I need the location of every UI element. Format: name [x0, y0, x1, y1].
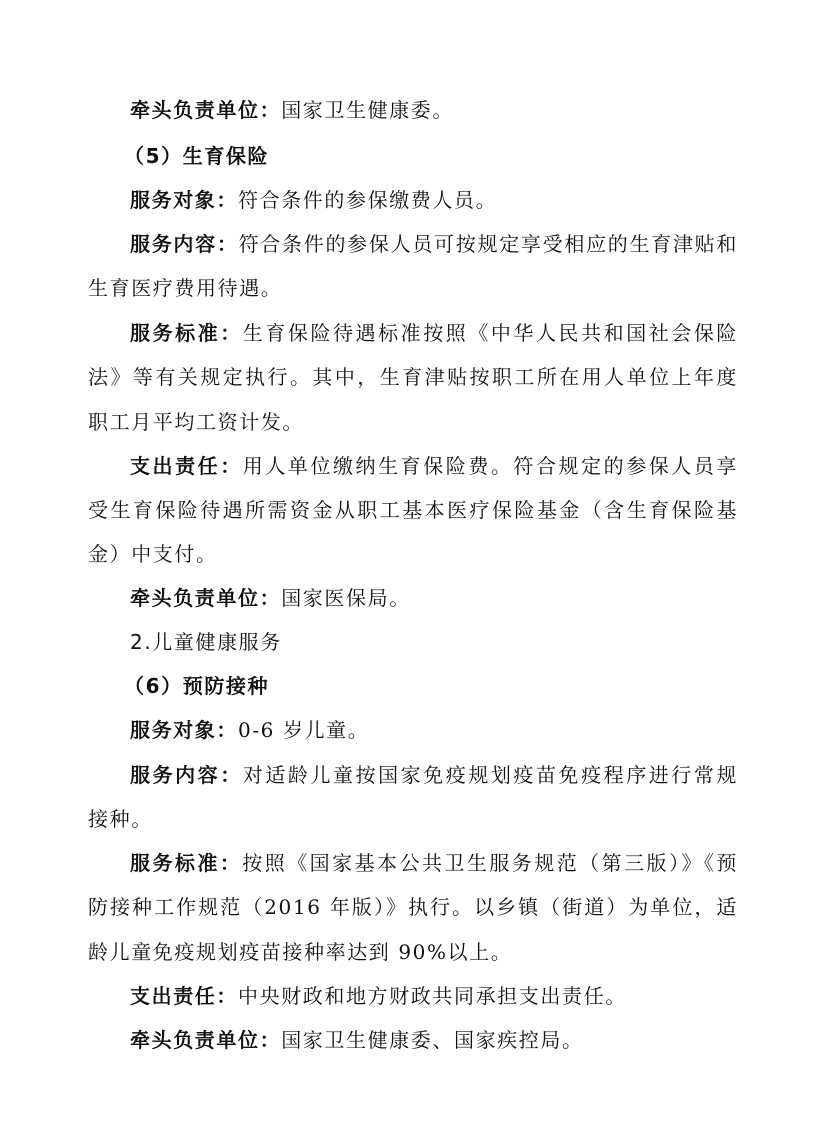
expense-line-b: 受生育保险待遇所需资金从职工基本医疗保险基金（含生育保险基 [88, 498, 738, 522]
lead-unit-line-3 [130, 1024, 738, 1056]
vacc-standard-line-a [130, 847, 738, 879]
lead-unit-label: 牵头负责单位： [130, 1028, 282, 1052]
service-standard-line-b: 法》等有关规定执行。其中，生育津贴按职工所在用人单位上年度 [88, 365, 738, 389]
lead-unit-line-2 [130, 582, 738, 614]
service-content-label: 服务内容： [130, 232, 239, 256]
expense-label: 支出责任： [130, 454, 243, 478]
service-content-text-a: 符合条件的参保人员可按规定享受相应的生育津贴和 [238, 232, 738, 256]
vacc-expense-label: 支出责任： [130, 984, 238, 1008]
lead-unit-text: 国家卫生健康委。 [281, 98, 455, 122]
service-target-label: 服务对象： [130, 188, 238, 212]
lead-unit-label: 牵头负责单位： [130, 586, 282, 610]
vacc-target-text: 0-6 岁儿童。 [238, 718, 370, 742]
expense-text-a: 用人单位缴纳生育保险费。符合规定的参保人员享 [242, 454, 739, 478]
vacc-target-label: 服务对象： [130, 718, 238, 742]
service-target-text: 符合条件的参保缴费人员。 [238, 188, 498, 212]
vacc-expense-line [130, 980, 738, 1012]
vacc-standard-text-a: 按照《国家基本公共卫生服务规范（第三版）》《预 [242, 851, 738, 875]
vacc-content-line-a [130, 759, 738, 791]
vacc-standard-line-c: 龄儿童免疫规划疫苗接种率达到 90%以上。 [88, 940, 513, 964]
lead-unit-line-1 [130, 94, 738, 126]
service-content-line-b: 生育医疗费用待遇。 [88, 276, 283, 300]
vacc-expense-text: 中央财政和地方财政共同承担支出责任。 [238, 984, 627, 1008]
service-content-line-a [130, 228, 738, 260]
vacc-standard-line-b: 防接种工作规范（2016 年版）》执行。以乡镇（街道）为单位，适 [88, 895, 738, 919]
heading-maternity-insurance: （5）生育保险 [124, 144, 270, 168]
vacc-content-text-a: 对适龄儿童按国家免疫规划疫苗免疫程序进行常规 [242, 763, 739, 787]
lead-unit-text: 国家卫生健康委、国家疾控局。 [281, 1028, 584, 1052]
expense-line-c: 金）中支付。 [88, 542, 218, 566]
vacc-standard-label: 服务标准： [130, 851, 243, 875]
service-standard-text-a: 生育保险待遇标准按照《中华人民共和国社会保险 [242, 321, 739, 345]
service-standard-line-c: 职工月平均工资计发。 [88, 410, 304, 434]
vacc-content-line-b: 接种。 [88, 807, 153, 831]
expense-line-a [130, 450, 738, 482]
vacc-content-label: 服务内容： [130, 763, 243, 787]
service-standard-line-a [130, 317, 738, 349]
heading-vaccination: （6）预防接种 [124, 674, 270, 698]
lead-unit-text: 国家医保局。 [281, 586, 411, 610]
lead-unit-label: 牵头负责单位： [130, 98, 282, 122]
service-target-line [130, 184, 738, 216]
vacc-target-line [130, 714, 738, 746]
service-standard-label: 服务标准： [130, 321, 243, 345]
section-child-health: 2.儿童健康服务 [130, 630, 282, 654]
